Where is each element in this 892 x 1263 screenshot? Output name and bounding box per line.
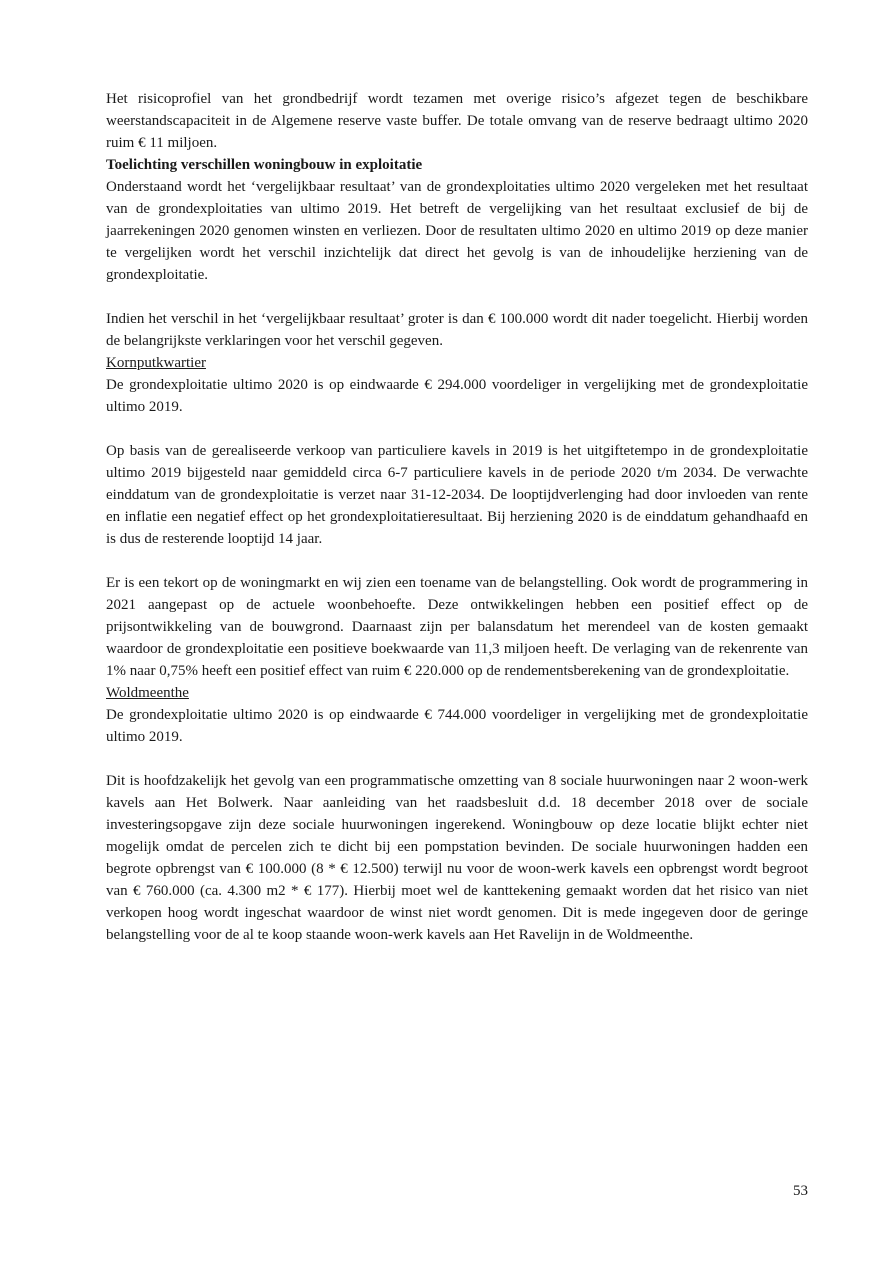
intro-paragraph: Het risicoprofiel van het grondbedrijf wordt tezamen met overige risico’s afgezet tegen de beschikbare weerstandscapaciteit in de Algemene reserve vaste buffer. De totale omvang van de reserve bedraagt ultimo 2020 ruim € 11 miljoen. — [106, 91, 808, 151]
section-heading: Toelichting verschillen woningbouw in exploitatie — [106, 157, 423, 173]
woldmeenthe-paragraph-1: De grondexploitatie ultimo 2020 is op eindwaarde € 744.000 voordeliger in vergelijking met de grondexploitatie ultimo 2019. — [106, 707, 808, 745]
woldmeenthe-paragraph-2: Dit is hoofdzakelijk het gevolg van een programmatische omzetting van 8 sociale huurwoningen naar 2 woon-werk kavels aan Het Bolwerk. Naar aanleiding van het raadsbesluit d.d. 18 december 2018 over de sociale investeringsopgave zijn deze sociale huurwoningen ingerekend. Woningbouw op deze locatie blijkt echter niet mogelijk omdat de percelen zich te dicht bij een pompstation bevinden. De sociale huurwoningen hadden een begrote opbrengst van € 100.000 (8 * € 12.500) terwijl nu voor de woon-werk kavels een opbrengst wordt begroot van € 760.000 (ca. 4.300 m2 * € 177). Hierbij moet wel de kanttekening gemaakt worden dat het risico van niet verkopen hoog wordt ingeschat waardoor de winst niet wordt genomen. Dit is mede ingegeven door de geringe belangstelling voor de al te koop staande woon-werk kavels aan Het Ravelijn in de Woldmeenthe. — [106, 773, 808, 943]
kornputkwartier-paragraph-1: De grondexploitatie ultimo 2020 is op eindwaarde € 294.000 voordeliger in vergelijking met de grondexploitatie ultimo 2019. — [106, 377, 808, 415]
kornputkwartier-paragraph-2: Op basis van de gerealiseerde verkoop van particuliere kavels in 2019 is het uitgiftetempo in de grondexploitatie ultimo 2019 bijgesteld naar gemiddeld circa 6-7 particuliere kavels in de periode 2020 t/m 2034. De verwachte einddatum van de grondexploitatie is verzet naar 31-12-2034. De looptijdverlenging had door invloeden van rente en inflatie een negatief effect op het grondexploitatieresultaat. Bij herziening 2020 is de einddatum gehandhaafd en is dus de resterende looptijd 14 jaar. — [106, 443, 808, 547]
woldmeenthe-heading: Woldmeenthe — [106, 685, 189, 701]
section-paragraph-2: Indien het verschil in het ‘vergelijkbaar resultaat’ groter is dan € 100.000 wordt dit nader toegelicht. Hierbij worden de belangrijkste verklaringen voor het verschil gegeven. — [106, 311, 808, 349]
kornputkwartier-heading: Kornputkwartier — [106, 355, 206, 371]
document-page — [106, 88, 808, 946]
section-paragraph-1: Onderstaand wordt het ‘vergelijkbaar resultaat’ van de grondexploitaties ultimo 2020 vergeleken met het resultaat van de grondexploitaties van ultimo 2019. Het betreft de vergelijking van het resultaat exclusief de bij de jaarrekeningen 2020 genomen winsten en verliezen. Door de resultaten ultimo 2020 en ultimo 2019 op deze manier te vergelijken wordt het verschil inzichtelijk dat direct het gevolg is van de inhoudelijke herziening van de grondexploitatie. — [106, 179, 808, 283]
page-number: 53 — [793, 1183, 808, 1199]
kornputkwartier-paragraph-3: Er is een tekort op de woningmarkt en wij zien een toename van de belangstelling. Ook wordt de programmering in 2021 aangepast op de actuele woonbehoefte. Deze ontwikkelingen hebben een positief effect op de prijsontwikkeling van de bouwgrond. Daarnaast zijn per balansdatum het merendeel van de kosten gemaakt waardoor de grondexploitatie een positieve boekwaarde van 11,3 miljoen heeft. De verlaging van de rekenrente van 1% naar 0,75% heeft een positief effect van ruim € 220.000 op de rendementsberekening van de grondexploitatie. — [106, 575, 808, 679]
